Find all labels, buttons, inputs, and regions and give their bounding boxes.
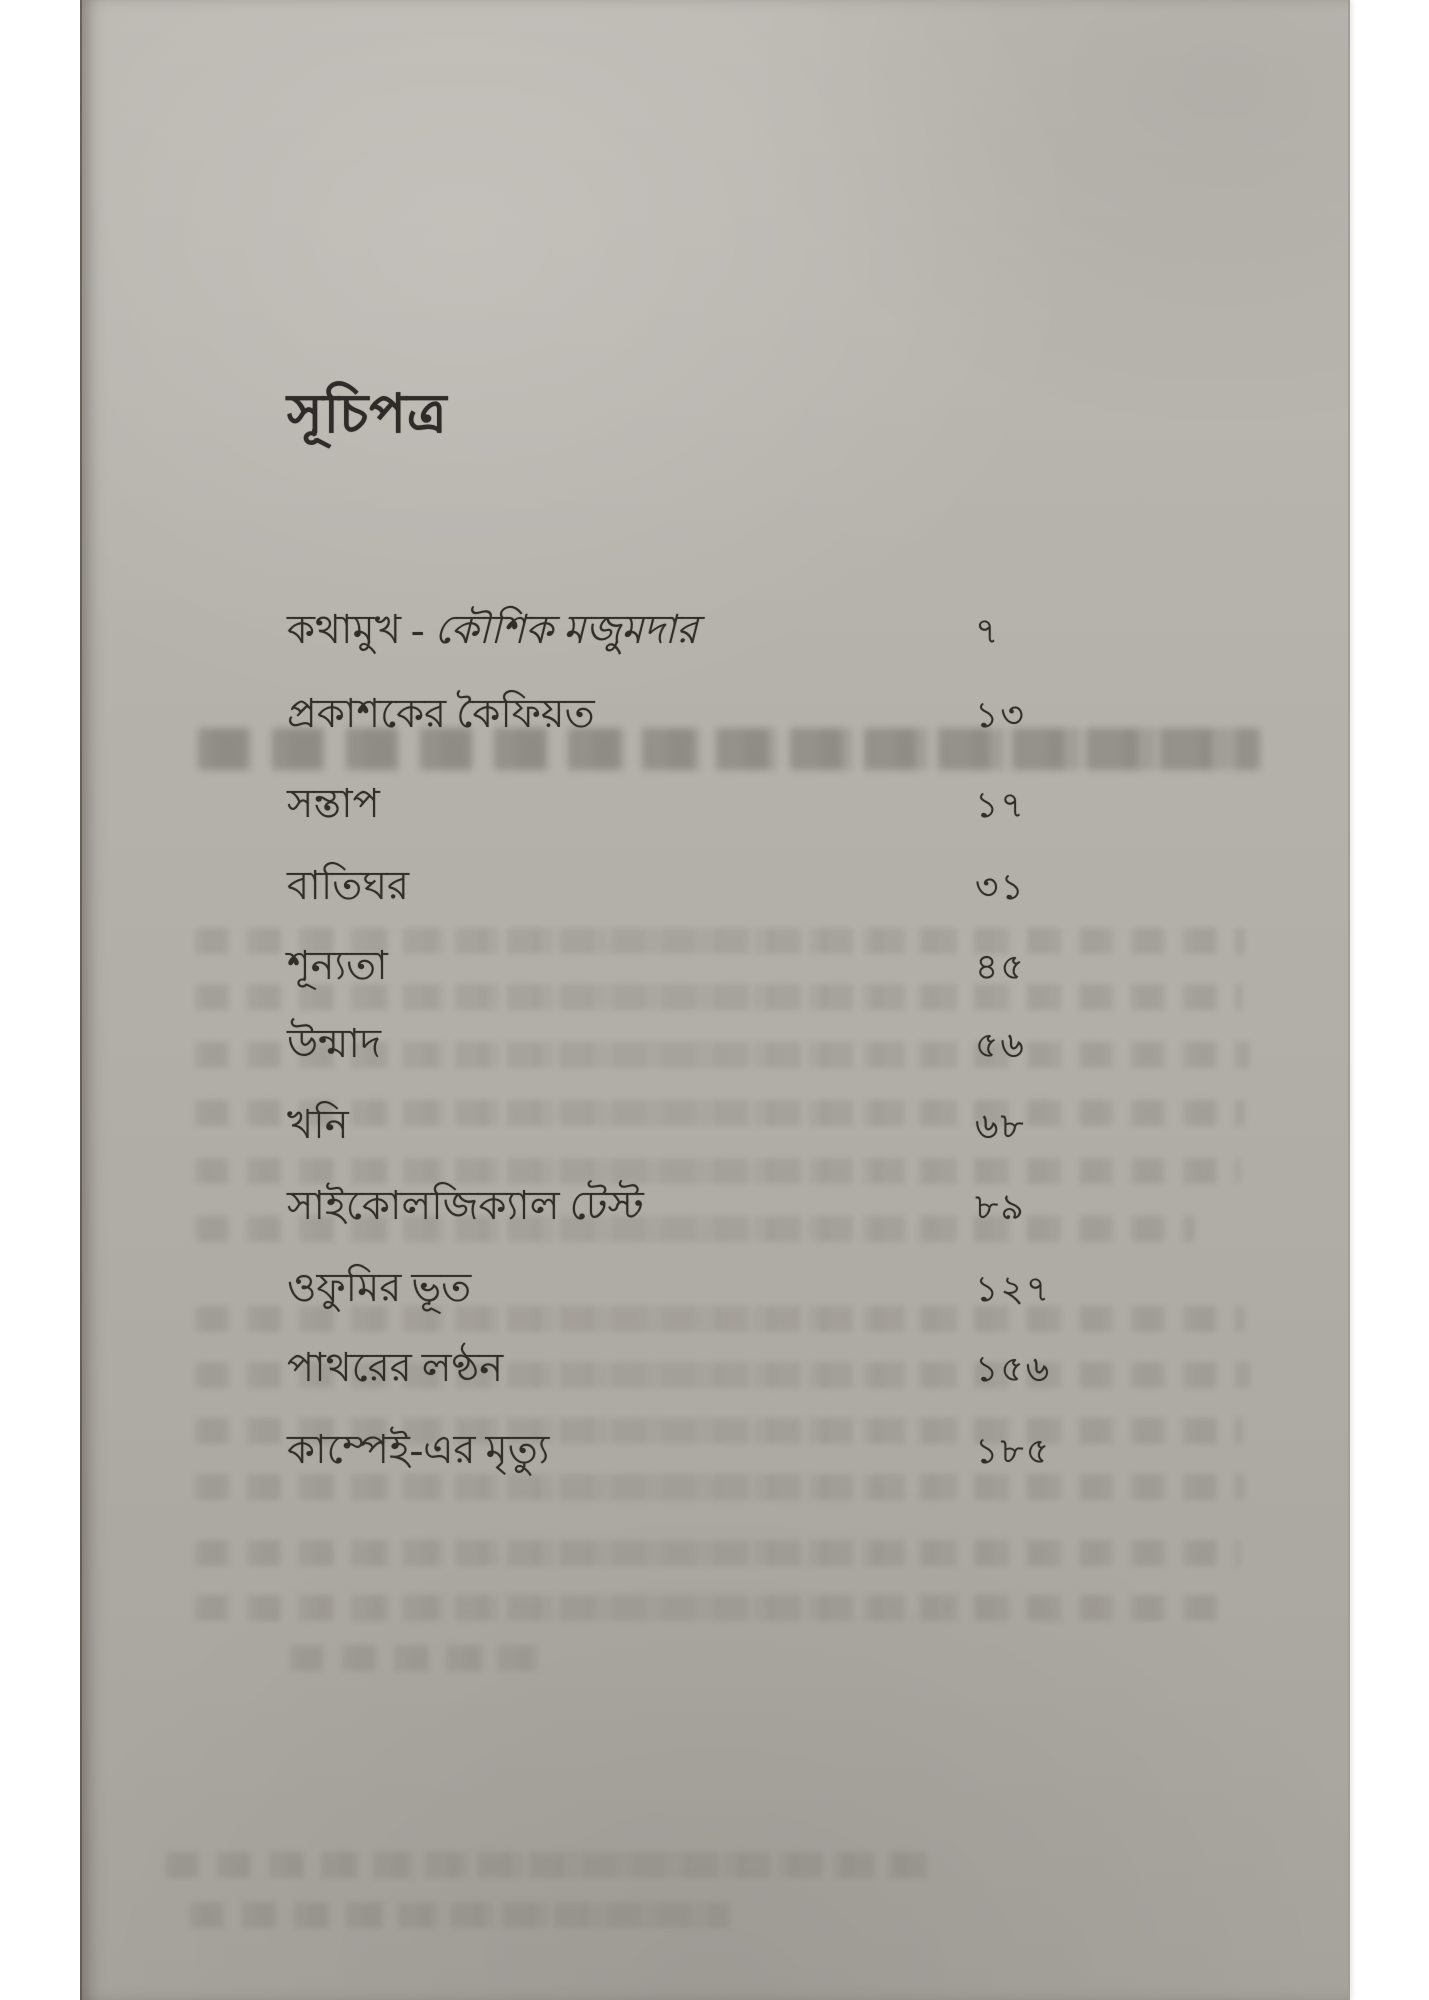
toc-entry-title: ওফুমির ভূত	[287, 1265, 472, 1310]
toc-entry-title: বাতিঘর	[287, 863, 410, 908]
bleed-through-line	[165, 1852, 935, 1878]
toc-entry	[287, 682, 1287, 746]
toc-entry-title: কাম্পেই-এর মৃত্যু	[287, 1427, 550, 1472]
toc-entry-author: কৌশিক মজুমদার	[434, 607, 698, 652]
toc-entry-title: পাথরের লণ্ঠন	[287, 1345, 504, 1390]
toc-entry-title: খনি	[287, 1102, 349, 1147]
toc-entry-page-number: ১৫৬	[975, 1349, 1052, 1389]
bleed-through-line	[195, 1540, 1240, 1566]
book-page	[80, 0, 1350, 2000]
toc-entry-page-number: ১৩	[975, 695, 1026, 735]
bleed-through-line	[290, 1645, 550, 1671]
toc-entry	[287, 1174, 1287, 1238]
bleed-through-line	[195, 1595, 1225, 1621]
toc-entry	[287, 1336, 1287, 1400]
toc-entry-page-number: ১৮৫	[975, 1431, 1052, 1471]
toc-entry-page-number: ১২৭	[975, 1269, 1052, 1309]
toc-entry-title	[287, 598, 698, 665]
toc-entry-page-number: ৮৯	[975, 1187, 1026, 1227]
toc-entry-title: সাইকোলজিক্যাল টেস্ট	[287, 1183, 644, 1228]
toc-entry	[287, 1418, 1287, 1482]
toc-entry-title: শূন্যতা	[287, 943, 388, 988]
toc-entry-page-number: ১৭	[975, 785, 1026, 825]
toc-entry-title: সন্তাপ	[287, 781, 380, 826]
toc-entry	[287, 934, 1287, 998]
toc-entry	[287, 1256, 1287, 1320]
toc-title: সূচিপত্র	[287, 384, 448, 444]
toc-entry-page-number: ৫৬	[975, 1025, 1026, 1065]
toc-entry-page-number: ৬৮	[975, 1106, 1026, 1146]
toc-entry	[287, 598, 1287, 662]
toc-entry-title: উন্মাদ	[287, 1021, 382, 1066]
bleed-through-line	[190, 1902, 730, 1928]
toc-entry	[287, 1093, 1287, 1157]
toc-entry-page-number: ৪৫	[975, 947, 1026, 987]
toc-entry	[287, 854, 1287, 918]
toc-entry	[287, 1012, 1287, 1076]
toc-entry-page-number: ৩১	[975, 867, 1026, 907]
toc-entry-page-number: ৭	[975, 611, 1001, 651]
toc-entry	[287, 772, 1287, 836]
toc-entry-title: প্রকাশকের কৈফিয়ত	[287, 691, 595, 736]
toc-entry-label: কথামুখ -	[287, 607, 425, 652]
